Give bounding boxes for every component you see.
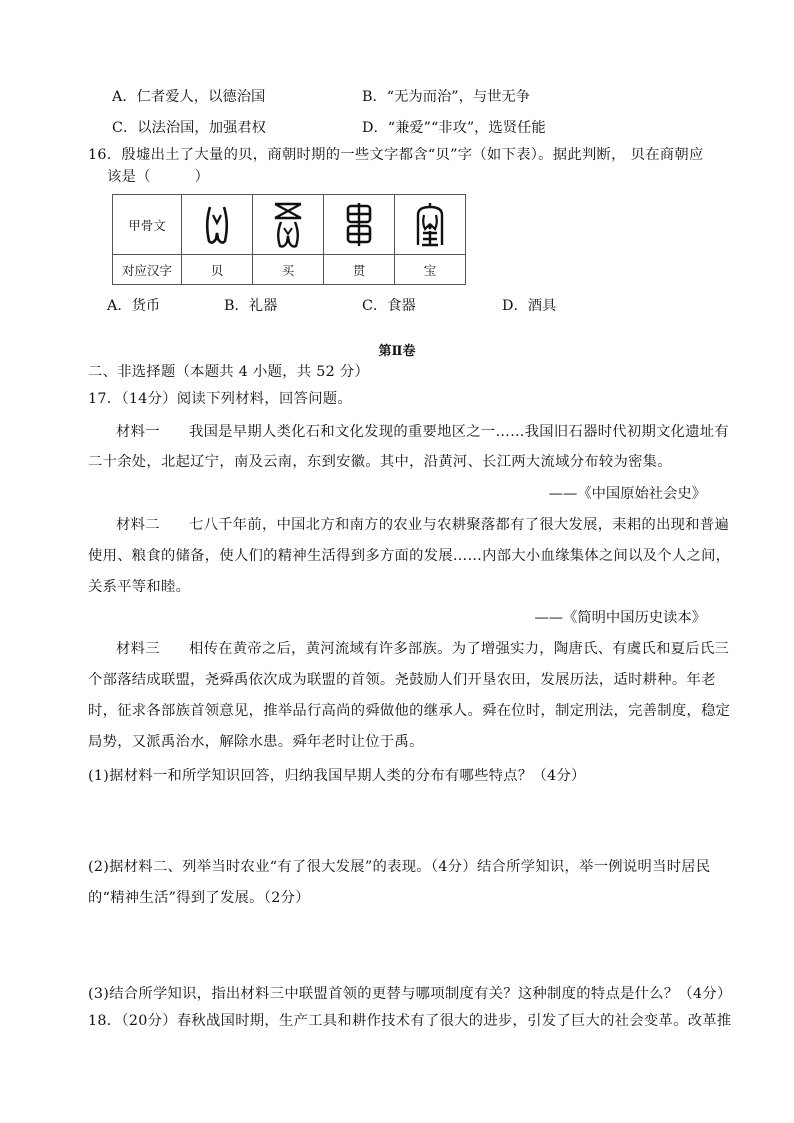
q17-subquestion-1: (1)据材料一和所学知识回答，归纳我国早期人类的分布有哪些特点？（4分） — [88, 768, 586, 784]
q15-option-b: B．“无为而治”，与世无争 — [362, 89, 531, 105]
q17-material3-line1: 材料三 相传在黄帝之后，黄河流域有许多部族。为了增强实力，陶唐氏、有虞氏和夏后氏三 — [116, 641, 730, 657]
q17-material2-line3: 关系平等和睦。 — [88, 579, 191, 595]
oracle-bone-table — [112, 194, 466, 285]
q16-option-d: D．酒具 — [502, 298, 557, 314]
q16-stem-line1: 16．殷墟出土了大量的贝，商朝时期的一些文字都含“贝”字（如下表）。据此判断， 贝在商朝应 — [88, 147, 704, 163]
q17-material1-source: ——《中国原始社会史》 — [548, 486, 706, 502]
q16-option-a: A．货币 — [107, 298, 161, 314]
q17-material3-line3: 时，征求各部族首领意见，推举品行高尚的舜做他的继承人。舜在位时，制定刑法，完善制度，稳定 — [88, 703, 731, 719]
q17-material1-line2: 二十余处，北起辽宁，南及云南，东到安徽。其中，沿黄河、长江两大流域分布较为密集。 — [88, 454, 672, 470]
char-cell: 买 — [253, 255, 324, 285]
q17-subquestion-3: (3)结合所学知识，指出材料三中联盟首领的更替与哪项制度有关？这种制度的特点是什么？（4分） — [88, 986, 732, 1002]
q17-material2-line1: 材料二 七八千年前，中国北方和南方的农业与农耕聚落都有了很大发展，耒耜的出现和普遍 — [116, 517, 730, 533]
q17-material3-line4: 局势，又派禹治水，解除水患。舜年老时让位于禹。 — [88, 734, 424, 750]
q17-stem: 17．（14分）阅读下列材料，回答问题。 — [88, 391, 352, 407]
oracle-glyph-guan-icon — [324, 195, 395, 255]
row-header-oracle: 甲骨文 — [113, 195, 182, 255]
oracle-glyph-bei-icon — [182, 195, 253, 255]
q17-material1-line1: 材料一 我国是早期人类化石和文化发现的重要地区之一……我国旧石器时代初期文化遗址有 — [116, 424, 730, 440]
q16-option-b: B．礼器 — [224, 298, 278, 314]
q17-material2-line2: 使用、粮食的储备，使人们的精神生活得到多方面的发展……内部大小血缘集体之间以及个人之间， — [88, 548, 731, 564]
char-cell: 宝 — [395, 255, 466, 285]
oracle-glyph-bao-icon — [395, 195, 466, 255]
q15-option-a: A．仁者爱人，以德治国 — [112, 89, 266, 105]
q15-option-c: C．以法治国，加强君权 — [112, 120, 266, 136]
q17-material3-line2: 个部落结成联盟，尧舜禹依次成为联盟的首领。尧鼓励人们开垦农田，发展历法，适时耕种。年老 — [88, 672, 716, 688]
q15-option-d: D．“兼爱”“非攻”，选贤任能 — [362, 120, 546, 136]
oracle-glyph-mai-icon — [253, 195, 324, 255]
char-cell: 贝 — [182, 255, 253, 285]
row-header-chinese: 对应汉字 — [113, 255, 182, 285]
part2-heading: 二、非选择题（本题共 4 小题，共 52 分） — [88, 364, 370, 380]
q16-option-c: C．食器 — [362, 298, 416, 314]
q16-stem-line2: 该是（ ） — [107, 169, 210, 185]
part2-title: 第Ⅱ卷 — [378, 344, 416, 359]
q17-material2-source: ——《简明中国历史读本》 — [534, 610, 706, 626]
q17-subquestion-2-line1: (2)据材料二、列举当时农业“有了很大发展”的表现。（4分）结合所学知识，举一例说明当时居民 — [88, 859, 711, 875]
q18-stem: 18．（20分）春秋战国时期，生产工具和耕作技术有了很大的进步，引发了巨大的社会变革。改革推 — [88, 1013, 732, 1029]
q17-subquestion-2-line2: 的“精神生活”得到了发展。（2分） — [88, 890, 310, 906]
char-cell: 贯 — [324, 255, 395, 285]
